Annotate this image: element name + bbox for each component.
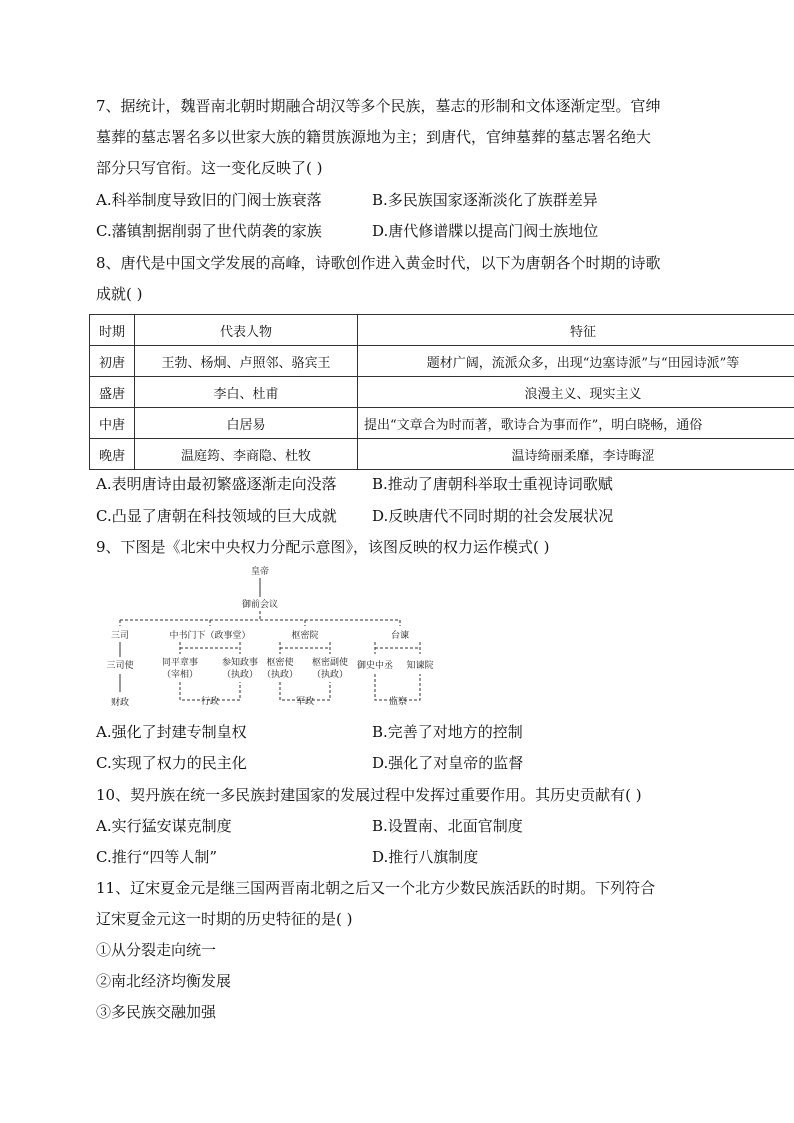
diagram-zaixiang: （宰相） bbox=[161, 670, 199, 680]
diagram-zhizheng-2: （执政） bbox=[261, 670, 299, 680]
q8-option-b: B.推动了唐朝科举取士重视诗词歌赋 bbox=[372, 475, 613, 493]
table-header-cell: 特征 bbox=[358, 315, 794, 346]
table-cell-poets: 王勃、杨炯、卢照邻、骆宾王 bbox=[135, 346, 358, 377]
diagram-council: 御前会议 bbox=[241, 600, 279, 610]
q10-option-a: A.实行猛安谋克制度 bbox=[96, 817, 232, 835]
q7-option-a: A.科举制度导致旧的门阀士族衰落 bbox=[96, 191, 322, 209]
table-cell-period: 初唐 bbox=[90, 346, 135, 377]
q8-option-c: C.凸显了唐朝在科技领域的巨大成就 bbox=[96, 507, 337, 525]
q9-option-d: D.强化了对皇帝的监督 bbox=[372, 754, 524, 772]
table-cell-period: 盛唐 bbox=[90, 377, 135, 408]
table-row bbox=[90, 439, 794, 470]
table-row bbox=[90, 346, 794, 377]
q10-option-b: B.设置南、北面官制度 bbox=[372, 817, 523, 835]
diagram-shumi: 枢密院 bbox=[291, 631, 319, 641]
diagram-tongping: 同平章事 bbox=[161, 658, 199, 668]
table-cell-poets: 李白、杜甫 bbox=[135, 377, 358, 408]
q7-option-b: B.多民族国家逐渐淡化了族群差异 bbox=[372, 191, 598, 209]
table-cell-period: 中唐 bbox=[90, 408, 135, 439]
table-cell-poets: 温庭筠、李商隐、杜牧 bbox=[135, 439, 358, 470]
table-header-cell: 代表人物 bbox=[135, 315, 358, 346]
poetry-table bbox=[89, 314, 794, 470]
q10-stem-line-1: 10、契丹族在统一多民族封建国家的发展过程中发挥过重要作用。其历史贡献有( ) bbox=[96, 786, 642, 804]
diagram-xingzheng: 行政 bbox=[200, 697, 220, 707]
table-cell-feature: 题材广阔，流派众多，出现“边塞诗派”与“田园诗派”等 bbox=[358, 346, 794, 377]
q11-item-3: ③多民族交融加强 bbox=[96, 1003, 217, 1021]
table-row bbox=[90, 408, 794, 439]
diagram-shumishi: 枢密使 bbox=[266, 658, 294, 668]
q9-option-c: C.实现了权力的民主化 bbox=[96, 754, 247, 772]
song-power-diagram bbox=[100, 562, 450, 712]
diagram-jiancha: 监察 bbox=[388, 697, 408, 707]
q9-stem-line-1: 9、下图是《北宋中央权力分配示意图》，该图反映的权力运作模式( ) bbox=[96, 538, 550, 556]
q9-option-a: A.强化了封建专制皇权 bbox=[96, 723, 247, 741]
q10-option-c: C.推行“四等人制” bbox=[96, 848, 218, 866]
diagram-caizheng: 财政 bbox=[110, 698, 130, 708]
diagram-zhongshu: 中书门下（政事堂） bbox=[169, 631, 251, 641]
q7-stem-line-1: 7、据统计，魏晋南北朝时期融合胡汉等多个民族，墓志的形制和文体逐渐定型。官绅 bbox=[96, 97, 661, 115]
table-header-cell: 时期 bbox=[90, 315, 135, 346]
q7-option-d: D.唐代修谱牒以提高门阀士族地位 bbox=[372, 222, 599, 240]
q8-stem-line-2: 成就( ) bbox=[96, 285, 143, 303]
diagram-shumifushi: 枢密副使 bbox=[311, 658, 349, 668]
q8-stem-line-1: 8、唐代是中国文学发展的高峰，诗歌创作进入黄金时代，以下为唐朝各个时期的诗歌 bbox=[96, 254, 661, 272]
diagram-sansi-shi: 三司使 bbox=[106, 661, 134, 671]
table-cell-feature: 提出“文章合为时而著，歌诗合为事而作”，明白晓畅，通俗 bbox=[358, 408, 794, 439]
diagram-emperor: 皇帝 bbox=[250, 567, 270, 577]
diagram-sansi: 三司 bbox=[110, 631, 130, 641]
q11-item-2: ②南北经济均衡发展 bbox=[96, 972, 232, 990]
diagram-canzhi: 参知政事 bbox=[221, 658, 259, 668]
diagram-junzheng: 军政 bbox=[295, 697, 315, 707]
table-cell-poets: 白居易 bbox=[135, 408, 358, 439]
q8-option-d: D.反映唐代不同时期的社会发展状况 bbox=[372, 507, 614, 525]
diagram-zhizheng-1: （执政） bbox=[221, 670, 259, 680]
diagram-yushi: 御史中丞 bbox=[356, 661, 394, 671]
q11-stem-line-1: 11、辽宋夏金元是继三国两晋南北朝之后又一个北方少数民族活跃的时期。下列符合 bbox=[96, 879, 656, 897]
q11-stem-line-2: 辽宋夏金元这一时期的历史特征的是( ) bbox=[96, 910, 353, 928]
table-cell-feature: 浪漫主义、现实主义 bbox=[358, 377, 794, 408]
diagram-zhizheng-3: （执政） bbox=[311, 670, 349, 680]
q11-item-1: ①从分裂走向统一 bbox=[96, 941, 217, 959]
diagram-zhijian: 知谏院 bbox=[406, 661, 434, 671]
q9-option-b: B.完善了对地方的控制 bbox=[372, 723, 523, 741]
q8-option-a: A.表明唐诗由最初繁盛逐渐走向没落 bbox=[96, 475, 337, 493]
table-cell-period: 晚唐 bbox=[90, 439, 135, 470]
diagram-taijian: 台谏 bbox=[390, 631, 410, 641]
table-cell-feature: 温诗绮丽柔靡，李诗晦涩 bbox=[358, 439, 794, 470]
table-row bbox=[90, 377, 794, 408]
q10-option-d: D.推行八旗制度 bbox=[372, 848, 479, 866]
q7-stem-line-3: 部分只写官衔。这一变化反映了( ) bbox=[96, 159, 323, 177]
q7-stem-line-2: 墓葬的墓志署名多以世家大族的籍贯族源地为主；到唐代，官绅墓葬的墓志署名绝大 bbox=[96, 128, 652, 146]
q7-option-c: C.藩镇割据削弱了世代荫袭的家族 bbox=[96, 222, 322, 240]
table-header-row bbox=[90, 315, 794, 346]
